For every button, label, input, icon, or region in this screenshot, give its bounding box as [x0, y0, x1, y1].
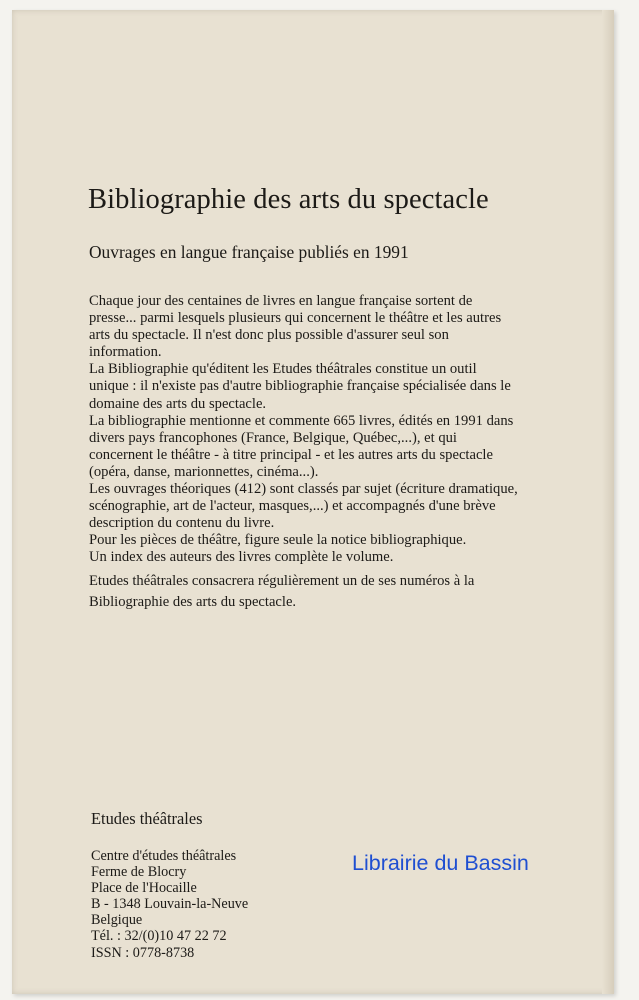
book-back-cover — [12, 10, 614, 994]
description-line: divers pays francophones (France, Belgique, Québec,...), et qui — [89, 429, 457, 446]
address-line: Place de l'Hocaille — [91, 880, 197, 897]
description-line: Un index des auteurs des livres complète le volume. — [89, 549, 394, 566]
closing-line: Bibliographie des arts du spectacle. — [89, 594, 297, 610]
description-line: concernent le théâtre - à titre principal - et les autres arts du spectacle — [89, 446, 493, 463]
closing-text — [89, 571, 589, 613]
description-line: La Bibliographie qu'éditent les Etudes théâtrales constitue un outil — [89, 361, 477, 378]
address-line: Centre d'études théâtrales — [91, 848, 237, 864]
description-line: domaine des arts du spectacle. — [89, 395, 267, 412]
issn-line: ISSN : 0778-8738 — [91, 944, 195, 961]
description-line: scénographie, art de l'acteur, masques,...) et accompagnés d'une brève — [89, 498, 496, 515]
address-line: B - 1348 Louvain-la-Neuve — [91, 896, 249, 913]
closing-line: Etudes théâtrales consacrera régulièrement un de ses numéros à la — [89, 573, 475, 589]
publisher-name: Etudes théâtrales — [91, 809, 203, 828]
phone-line: Tél. : 32/(0)10 47 22 72 — [91, 928, 227, 945]
description-line: (opéra, danse, marionnettes, cinéma...). — [89, 463, 319, 480]
book-title: Bibliographie des arts du spectacle — [88, 184, 489, 215]
book-subtitle: Ouvrages en langue française publiés en 1991 — [89, 242, 409, 262]
description-text — [89, 293, 589, 567]
cover-edge-shadow — [602, 10, 614, 994]
address-line: Ferme de Blocry — [91, 864, 187, 881]
description-line: Pour les pièces de théâtre, figure seule la notice bibliographique. — [89, 532, 467, 549]
description-line: presse... parmi lesquels plusieurs qui concernent le théâtre et les autres — [89, 310, 502, 327]
description-line: Les ouvrages théoriques (412) sont classés par sujet (écriture dramatique, — [89, 481, 518, 498]
description-line: La bibliographie mentionne et commente 665 livres, édités en 1991 dans — [89, 412, 514, 429]
description-line: description du contenu du livre. — [89, 515, 275, 532]
description-line: arts du spectacle. Il n'est donc plus possible d'assurer seul son — [89, 327, 449, 344]
address-line: Belgique — [91, 912, 143, 929]
description-line: Chaque jour des centaines de livres en langue française sortent de — [89, 293, 473, 309]
bookseller-watermark: Librairie du Bassin — [352, 851, 529, 875]
description-line: information. — [89, 344, 162, 361]
description-line: unique : il n'existe pas d'autre bibliographie française spécialisée dans le — [89, 378, 511, 395]
publisher-address — [91, 848, 248, 961]
